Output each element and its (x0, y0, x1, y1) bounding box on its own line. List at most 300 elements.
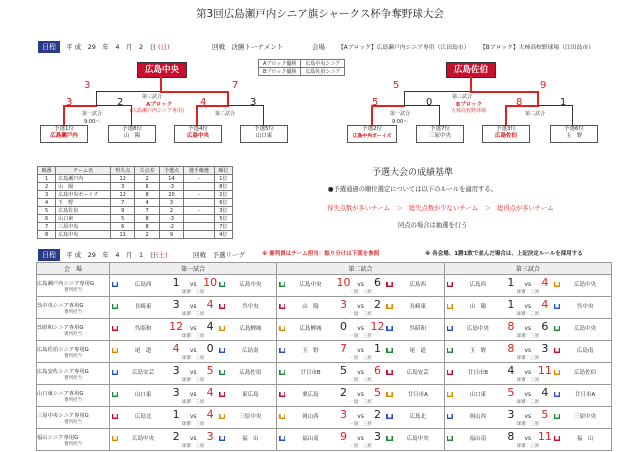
finals-venue-label: 会場 (312, 43, 325, 51)
match-cell (277, 429, 444, 451)
bracket-team (347, 125, 397, 143)
criteria-title: 予選大会の成績基準 (372, 168, 454, 178)
page-title: 第3回広島瀬戸内シニア旗シャークス杯争奪野球大会 (196, 8, 444, 20)
bracket-line (538, 105, 573, 106)
score-right: 6 (541, 320, 549, 333)
bracket-line (572, 105, 573, 125)
score-left: 12 (169, 320, 184, 333)
score: 7 (232, 80, 239, 91)
team-right: 広島佐伯 (239, 370, 262, 376)
vs-label: vs (189, 347, 197, 354)
match-line (445, 386, 611, 399)
standings-cell: 7位 (214, 223, 232, 231)
vs-label: vs (189, 413, 197, 420)
team-tag: ■ (220, 414, 225, 419)
team-right: 呉昭和 (409, 326, 426, 332)
vs-label: vs (357, 413, 364, 420)
team-left: 尾 道 (134, 348, 152, 354)
match-line (445, 408, 611, 421)
standings-table (37, 166, 233, 239)
standings-cell: 6 (111, 223, 135, 231)
venue-cell (37, 275, 110, 297)
col-header: 第一試合 (110, 263, 277, 275)
umpire-note: 球審：三原 (516, 444, 540, 449)
venue-row (37, 341, 612, 363)
finals-weekday: (日) (158, 43, 170, 51)
score: 3 (66, 97, 73, 108)
venue-row (37, 429, 612, 451)
umpire-note: 球審：三原 (181, 400, 205, 405)
team-tag: ■ (447, 436, 452, 441)
standings-cell: 8 (135, 223, 159, 231)
col-header: チーム名 (56, 167, 111, 175)
umpire-note: 球審：三原 (181, 356, 205, 361)
match-line (110, 320, 276, 333)
bracket-line (470, 76, 472, 92)
match-cell (110, 341, 277, 363)
prelim-date-label: 日程 (38, 249, 60, 261)
match-line (277, 430, 443, 443)
match-cell (110, 363, 277, 385)
team-right: 三原中央 (239, 414, 262, 420)
umpire-note: 球審：三原 (516, 400, 540, 405)
team-right: 三原中央 (574, 414, 597, 420)
team-left: 玉 野 (469, 348, 487, 354)
vs-label: vs (189, 303, 197, 310)
bracket-line (404, 105, 440, 106)
standings-cell: 7 (135, 207, 159, 215)
finals-venue-b: 【Bブロック】大柿高校野球場（江田島市） (480, 45, 595, 51)
block-name: Bブロック (456, 102, 483, 108)
standings-cell: 3位 (214, 207, 232, 215)
team-left: 広島西 (134, 282, 152, 288)
legend-label: Bブロック優勝 (259, 68, 301, 76)
team-tag: ■ (387, 348, 392, 353)
venue-name: 三原中央シニア専用G (37, 412, 89, 419)
match-cell (444, 429, 611, 451)
team-name: 広島佐伯 (494, 133, 517, 139)
venue-name: 福山シニア専用G (37, 434, 79, 441)
bracket-line (63, 105, 65, 125)
standings-cell: 7 (111, 199, 135, 207)
col-header: 選手権選 (184, 167, 214, 175)
umpire-note: 球審：三原 (181, 422, 205, 427)
standings-cell (184, 183, 214, 191)
team-tag: ■ (447, 414, 452, 419)
prelim-round: 回戦 予選リーグ (193, 251, 245, 259)
team-right: 広島西 (409, 282, 426, 288)
bracket-team (240, 125, 288, 143)
score-right: 4 (206, 298, 214, 311)
score-left: 2 (172, 430, 180, 443)
score-right: 3 (541, 342, 549, 355)
vs-label: vs (524, 347, 532, 354)
score-right: 2 (373, 298, 381, 311)
venue-name: 広島佐伯シニア専用G (37, 346, 89, 353)
legend-team: 広島佐伯シニア (301, 68, 345, 76)
umpire-note: 球審：三原 (516, 378, 540, 383)
score-left: 8 (507, 320, 515, 333)
score-right: 6 (373, 276, 381, 289)
match-line (445, 342, 611, 355)
vs-label: vs (524, 435, 532, 442)
team-name: 広島中央ボーイズ (352, 134, 392, 139)
standings-cell: 5位 (214, 215, 232, 223)
match-cell (444, 319, 611, 341)
standings-cell: 12 (111, 191, 135, 199)
match-line (277, 298, 443, 311)
team-right: 広島南 (576, 348, 594, 354)
venue-row (37, 363, 612, 385)
team-right: 広島中央 (574, 326, 597, 332)
venue-sub: 審判担当 (64, 309, 82, 315)
match-line (277, 364, 443, 377)
vs-label: vs (189, 281, 197, 288)
standings-cell: - (184, 175, 214, 183)
team-tag: ■ (280, 326, 285, 331)
venue-cell (37, 319, 110, 341)
team-tag: ■ (447, 282, 452, 287)
team-left: 福山南 (302, 436, 319, 442)
bracket-line (96, 105, 132, 106)
team-tag: ■ (447, 304, 452, 309)
standings-cell: 2位 (214, 191, 232, 199)
score: 9 (540, 80, 547, 91)
team-right: 廿日市A (407, 392, 428, 398)
bracket-line (404, 91, 405, 106)
team-tag: ■ (387, 282, 392, 287)
match-time: 9:00〜 (392, 119, 409, 125)
score-right: 12 (370, 320, 385, 333)
team-tag: ■ (280, 304, 285, 309)
venue-cell (37, 341, 110, 363)
standings-cell: 3 (111, 183, 135, 191)
criteria-rule: 得失点数が多いチーム ＞ 総失点数が少ないチーム ＞ 総得点が多いチーム (327, 205, 554, 212)
score: 4 (200, 97, 207, 108)
team-tag: ■ (554, 326, 560, 331)
standings-cell: -2 (159, 223, 183, 231)
match-line (110, 408, 276, 421)
score: 8 (516, 97, 523, 108)
team-tag: ■ (554, 414, 560, 419)
match-line (110, 298, 276, 311)
venue-sub: 審判担当 (64, 353, 82, 359)
vs-label: vs (189, 391, 197, 398)
standings-cell (184, 199, 214, 207)
venue-sub: 審判担当 (64, 331, 82, 337)
standings-row (38, 207, 233, 215)
match-cell (277, 275, 444, 297)
team-right: 福 山 (576, 436, 594, 442)
match-line (445, 364, 611, 377)
match-line (277, 320, 443, 333)
team-name: 山 陽 (123, 133, 141, 139)
vs-label: vs (524, 369, 532, 376)
prelim-date: 平 成 29 年 4 月 1 日 (66, 251, 157, 259)
team-right: 長崎東 (409, 304, 426, 310)
bracket-line (196, 105, 198, 125)
venue-name: 呉中央シニア専用G (37, 302, 84, 309)
score-right: 11 (537, 364, 552, 377)
criteria-intro: ●予選通過の順位選定については以下のルールを適用する。 (328, 186, 497, 193)
score-right: 5 (206, 364, 214, 377)
team-tag: ■ (387, 392, 392, 397)
score-left: 10 (336, 276, 351, 289)
team-tag: ■ (280, 414, 285, 419)
team-name: 三原中央 (428, 133, 451, 139)
score-left: 3 (172, 298, 180, 311)
venue-cell (37, 407, 110, 429)
score-right: 6 (373, 364, 381, 377)
team-left: 広島西 (469, 282, 487, 288)
vs-label: vs (189, 435, 197, 442)
match-cell (277, 297, 444, 319)
criteria-tie: 同点の場合は抽選を行う (398, 222, 468, 229)
umpire-note: 球審：三原 (516, 422, 540, 427)
venue-sub: 審判担当 (64, 419, 82, 425)
score-left: 1 (507, 298, 515, 311)
standings-cell: 広島中央ボーイズ (56, 191, 111, 199)
venue-cell (37, 363, 110, 385)
bracket-line (228, 105, 264, 106)
finals-round: 回戦 決勝トーナメント (212, 43, 284, 51)
team-tag: ■ (554, 348, 560, 353)
team-seed: 予選8位 (122, 126, 142, 132)
standings-row (38, 175, 233, 183)
match-cell (444, 407, 611, 429)
team-tag: ■ (220, 370, 225, 375)
umpire-note: 一塁：三原 (349, 400, 372, 405)
team-name: 玉 野 (565, 133, 583, 139)
score-left: 4 (507, 364, 515, 377)
team-left: 山口東 (469, 392, 487, 398)
finals-date-label: 日程 (38, 41, 60, 53)
vs-label: vs (524, 413, 532, 420)
winner-a: 広島中央 (137, 62, 187, 78)
umpire-note: 球審：三原 (516, 356, 540, 361)
standings-cell: 6 (38, 215, 56, 223)
match-line (277, 386, 443, 399)
bracket-line (404, 91, 470, 92)
match-label: 第一試合 (82, 111, 103, 117)
umpire-note: 一塁：三原 (349, 378, 372, 383)
match-line (277, 276, 443, 289)
score-right: 5 (541, 408, 549, 421)
match-cell (110, 385, 277, 407)
standings-cell: 広島佐伯 (56, 207, 111, 215)
team-seed: 予選3位 (496, 126, 516, 132)
vs-label: vs (524, 303, 532, 310)
vs-label: vs (357, 391, 364, 398)
umpire-note: 一塁：三原 (349, 422, 372, 427)
team-tag: ■ (112, 414, 118, 419)
match-cell (110, 297, 277, 319)
prelim-weekday: (土) (156, 251, 168, 259)
standings-cell: 9 (111, 207, 135, 215)
standings-cell: 2 (135, 231, 159, 239)
standings-cell: 玉 野 (56, 199, 111, 207)
score-left: 3 (339, 408, 347, 421)
score-left: 7 (339, 342, 347, 355)
vs-label: vs (524, 325, 532, 332)
team-left: 廿日市B (467, 370, 488, 376)
match-cell (110, 275, 277, 297)
team-left: 呉昭和 (134, 326, 152, 332)
score: 5 (372, 97, 379, 108)
team-tag: ■ (112, 348, 118, 353)
block-venue: (広島瀬戸内シニア専用) (130, 108, 184, 114)
standings-cell: 20 (159, 191, 183, 199)
standings-cell: 14 (159, 175, 183, 183)
standings-cell: - (184, 207, 214, 215)
standings-cell: 5 (38, 207, 56, 215)
legend-team: 広島中央シニア (301, 60, 345, 68)
team-seed: 予選7位 (430, 126, 450, 132)
score: 2 (117, 97, 124, 108)
score-left: 5 (339, 364, 347, 377)
team-tag: ■ (554, 304, 560, 309)
prelim-header (37, 263, 612, 275)
team-tag: ■ (447, 326, 452, 331)
team-left: 広島中央 (466, 326, 489, 332)
match-cell (444, 297, 611, 319)
bracket-line (160, 76, 162, 92)
bracket-line (227, 91, 229, 106)
score-left: 3 (339, 298, 347, 311)
team-tag: ■ (220, 348, 225, 353)
match-line (110, 364, 276, 377)
bracket-line (96, 91, 97, 106)
venue-cell (37, 385, 110, 407)
standings-cell: 2 (159, 207, 183, 215)
umpire-note: 球審：三原 (181, 378, 205, 383)
score-left: 2 (339, 386, 347, 399)
score-right: 2 (373, 408, 381, 421)
match-line (445, 430, 611, 443)
vs-label: vs (357, 281, 364, 288)
venue-cell (37, 429, 110, 451)
standings-cell: 広島中央 (56, 231, 111, 239)
bracket-line (537, 91, 539, 106)
match-line (445, 276, 611, 289)
team-left: 廿日市B (300, 370, 321, 376)
team-tag: ■ (112, 304, 118, 309)
match-cell (110, 319, 277, 341)
team-left: 玉 野 (302, 348, 319, 354)
standings-cell: 6位 (214, 199, 232, 207)
team-seed: 予選5位 (254, 126, 274, 132)
prelim-note-umpire: ※ 審判員はチーム担当：振り分けは下図を参照 (262, 251, 380, 257)
standings-cell: 6 (135, 183, 159, 191)
prelim-note-tiebreak: ※ 各会場、1勝1敗で並んだ場合は、上記決定ルールを採用する (425, 251, 583, 257)
bracket-line (371, 105, 373, 125)
team-tag: ■ (112, 326, 118, 331)
team-right: 広島南 (242, 348, 259, 354)
standings-cell: 4 (135, 199, 159, 207)
team-right: 福 山 (242, 436, 259, 442)
team-tag: ■ (112, 392, 118, 397)
finals-venue-a: 【Aブロック】広島瀬戸内シニア専用（江田島市） (338, 45, 470, 51)
team-left: 山 陽 (302, 304, 319, 310)
winner-b: 広島佐伯 (446, 62, 496, 78)
vs-label: vs (524, 281, 532, 288)
standings-cell (184, 215, 214, 223)
standings-cell: 8 (135, 191, 159, 199)
score-left: 3 (507, 408, 515, 421)
match-cell (277, 319, 444, 341)
team-right: 広島佐伯 (574, 370, 597, 376)
team-right: 呉中央 (576, 304, 594, 310)
match-label: 第三試合 (142, 94, 163, 100)
bracket-team (550, 125, 598, 143)
bracket-team (174, 125, 222, 143)
bracket-line (439, 105, 440, 125)
team-tag: ■ (387, 370, 392, 375)
block-name: Aブロック (146, 102, 173, 108)
venue-row (37, 297, 612, 319)
team-name: 山口東 (255, 133, 273, 139)
standings-cell: - (184, 191, 214, 199)
score-left: 1 (172, 408, 180, 421)
standings-cell (184, 223, 214, 231)
legend-label: Aブロック優勝 (259, 60, 301, 68)
team-tag: ■ (280, 282, 285, 287)
team-right: 東広島 (242, 392, 259, 398)
standings-cell: 5 (111, 215, 135, 223)
vs-label: vs (189, 325, 197, 332)
vs-label: vs (357, 435, 364, 442)
team-seed: 予選6位 (564, 126, 584, 132)
venue-name: 広島安佐シニア専用G (37, 368, 89, 375)
venue-row (37, 385, 612, 407)
score-left: 1 (172, 276, 180, 289)
standings-cell: 9 (159, 231, 183, 239)
team-right: 広島中央 (239, 282, 262, 288)
team-right: 広島鯉城 (239, 326, 262, 332)
score-right: 3 (373, 430, 381, 443)
team-right: 尾 道 (409, 348, 426, 354)
standings-cell: 山口東 (56, 215, 111, 223)
venue-row (37, 319, 612, 341)
col-header: 第三試合 (444, 263, 611, 275)
match-cell (110, 429, 277, 451)
team-tag: ■ (280, 370, 285, 375)
standings-cell: 広島瀬戸内 (56, 175, 111, 183)
umpire-note: 球審：三原 (181, 334, 205, 339)
team-left: 広島安芸 (132, 370, 155, 376)
match-label: 第一試合 (390, 111, 411, 117)
umpire-note: 一塁：三原 (349, 356, 372, 361)
team-left: 山口東 (134, 392, 152, 398)
score: 1 (560, 97, 567, 108)
umpire-note: 球審：三原 (181, 290, 205, 295)
score: 5 (393, 80, 400, 91)
venue-sub: 審判担当 (64, 287, 82, 293)
match-line (277, 342, 443, 355)
score-right: 1 (373, 342, 381, 355)
score-left: 9 (339, 430, 347, 443)
team-tag: ■ (220, 392, 225, 397)
team-right: 広島中央 (406, 436, 429, 442)
standings-row (38, 231, 233, 239)
team-name: 広島瀬戸内 (50, 133, 78, 139)
match-label: 第二試合 (215, 111, 236, 117)
match-line (110, 342, 276, 355)
legend-row (259, 60, 345, 68)
venue-name: 広島瀬戸内シニア専用G (37, 280, 95, 287)
venue-sub: 審判担当 (64, 441, 82, 447)
team-seed: 予選2位 (362, 126, 382, 132)
